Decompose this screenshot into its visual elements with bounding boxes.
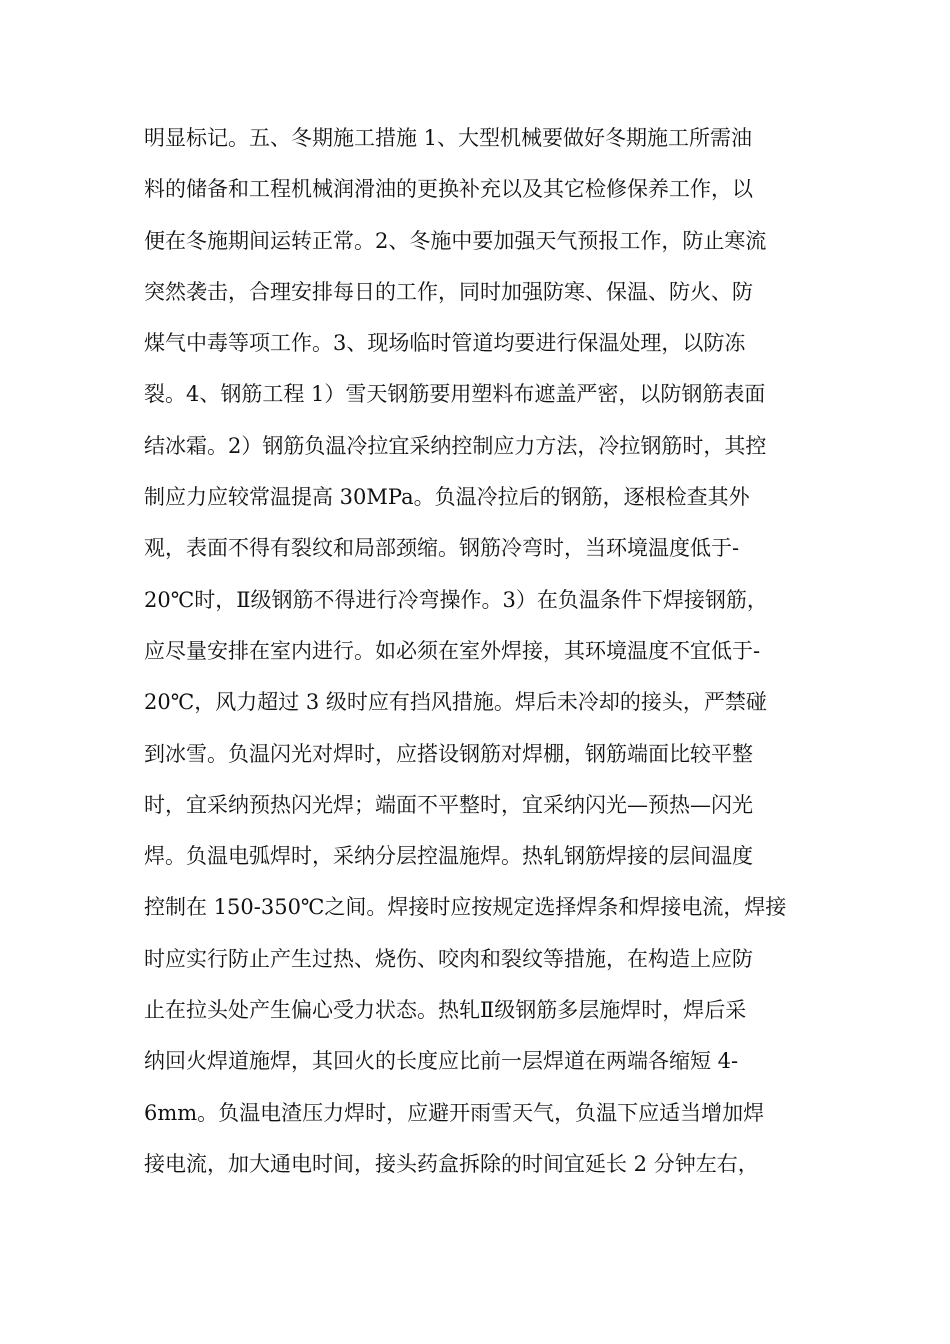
text-line: 时应实行防止产生过热、烧伤、咬肉和裂纹等措施，在构造上应防 <box>144 946 753 971</box>
text-line: 20℃，风力超过 3 级时应有挡风措施。焊后未冷却的接头，严禁碰 <box>144 690 767 715</box>
body-text <box>144 118 814 1195</box>
text-line: 控制在 150-350℃之间。焊接时应按规定选择焊条和焊接电流，焊接 <box>144 895 787 920</box>
text-line: 明显标记。五、冬期施工措施 1、大型机械要做好冬期施工所需油 <box>144 126 753 150</box>
text-line: 时，宜采纳预热闪光焊；端面不平整时，宜采纳闪光—预热—闪光 <box>144 792 753 817</box>
text-line: 裂。4、钢筋工程 1）雪天钢筋要用塑料布遮盖严密，以防钢筋表面 <box>144 382 766 407</box>
text-line: 焊。负温电弧焊时，采纳分层控温施焊。热轧钢筋焊接的层间温度 <box>144 844 753 869</box>
text-line: 20℃时，Ⅱ级钢筋不得进行冷弯操作。3）在负温条件下焊接钢筋， <box>144 587 768 612</box>
text-line: 接电流，加大通电时间，接头药盒拆除的时间宜延长 2 分钟左右， <box>144 1151 759 1176</box>
text-line: 6mm。负温电渣压力焊时，应避开雨雪天气，负温下应适当增加焊 <box>144 1100 765 1125</box>
text-line: 纳回火焊道施焊，其回火的长度应比前一层焊道在两端各缩短 4- <box>144 1049 739 1074</box>
text-line: 观，表面不得有裂纹和局部颈缩。钢筋冷弯时，当环境温度低于- <box>144 536 740 561</box>
text-line: 便在冬施期间运转正常。2、冬施中要加强天气预报工作，防止寒流 <box>144 228 767 253</box>
text-line: 到冰雪。负温闪光对焊时，应搭设钢筋对焊棚，钢筋端面比较平整 <box>144 741 753 766</box>
text-line: 制应力应较常温提高 30MPa。负温冷拉后的钢筋，逐根检查其外 <box>144 485 750 510</box>
text-line: 应尽量安排在室内进行。如必须在室外焊接，其环境温度不宜低于- <box>144 638 761 663</box>
text-line: 突然袭击，合理安排每日的工作，同时加强防寒、保温、防火、防 <box>144 279 753 304</box>
text-line: 结冰霜。2）钢筋负温冷拉宜采纳控制应力方法，冷拉钢筋时，其控 <box>144 433 767 458</box>
text-line: 止在拉头处产生偏心受力状态。热轧Ⅱ级钢筋多层施焊时，焊后采 <box>144 998 747 1023</box>
text-line: 料的储备和工程机械润滑油的更换补充以及其它检修保养工作，以 <box>144 177 753 202</box>
text-line: 煤气中毒等项工作。3、现场临时管道均要进行保温处理，以防冻 <box>144 331 746 356</box>
